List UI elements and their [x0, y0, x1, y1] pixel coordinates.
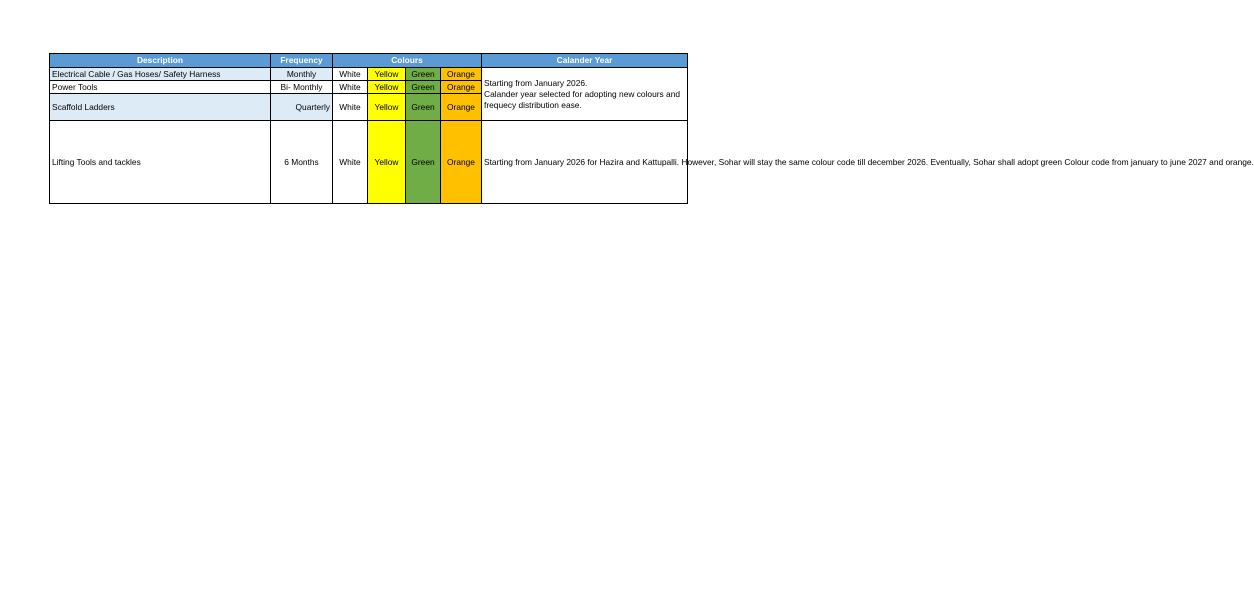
colour-green-cell: Green — [406, 81, 441, 94]
table-row — [50, 121, 688, 204]
colour-yellow-cell: Yellow — [368, 81, 406, 94]
colour-white-cell: White — [333, 81, 368, 94]
colour-green-cell: Green — [406, 94, 441, 121]
calendar-note-1: Starting from January 2026. Calander year selected for adopting new colours and frequecy distribution ease. — [482, 68, 688, 121]
colour-orange-cell: Orange — [441, 121, 482, 204]
header-calendar-year: Calander Year — [482, 54, 688, 68]
row-description: Electrical Cable / Gas Hoses/ Safety Harness — [50, 68, 271, 81]
row-description: Power Tools — [50, 81, 271, 94]
row-frequency: Bi- Monthly — [271, 81, 333, 94]
colour-orange-cell: Orange — [441, 94, 482, 121]
header-frequency: Frequency — [271, 54, 333, 68]
colour-green-cell: Green — [406, 68, 441, 81]
header-description: Description — [50, 54, 271, 68]
row-description: Scaffold Ladders — [50, 94, 271, 121]
row-frequency: Monthly — [271, 68, 333, 81]
colour-orange-cell: Orange — [441, 68, 482, 81]
table-row — [50, 68, 688, 81]
colour-white-cell: White — [333, 94, 368, 121]
inspection-colour-code-table — [49, 53, 1254, 204]
colour-white-cell: White — [333, 68, 368, 81]
row-frequency: Quarterly — [271, 94, 333, 121]
colour-yellow-cell: Yellow — [368, 68, 406, 81]
row-frequency: 6 Months — [271, 121, 333, 204]
colour-yellow-cell: Yellow — [368, 121, 406, 204]
colour-green-cell: Green — [406, 121, 441, 204]
colour-orange-cell: Orange — [441, 81, 482, 94]
calendar-note-2: Starting from January 2026 for Hazira and Kattupalli. However, Sohar will stay the same colour code till december 2026. Eventually, Sohar shall adopt green Colour code from january to june 2027 and orange. — [482, 121, 688, 204]
row-description: Lifting Tools and tackles — [50, 121, 271, 204]
header-row — [50, 54, 688, 68]
colour-yellow-cell: Yellow — [368, 94, 406, 121]
colour-white-cell: White — [333, 121, 368, 204]
header-colours: Colours — [333, 54, 482, 68]
